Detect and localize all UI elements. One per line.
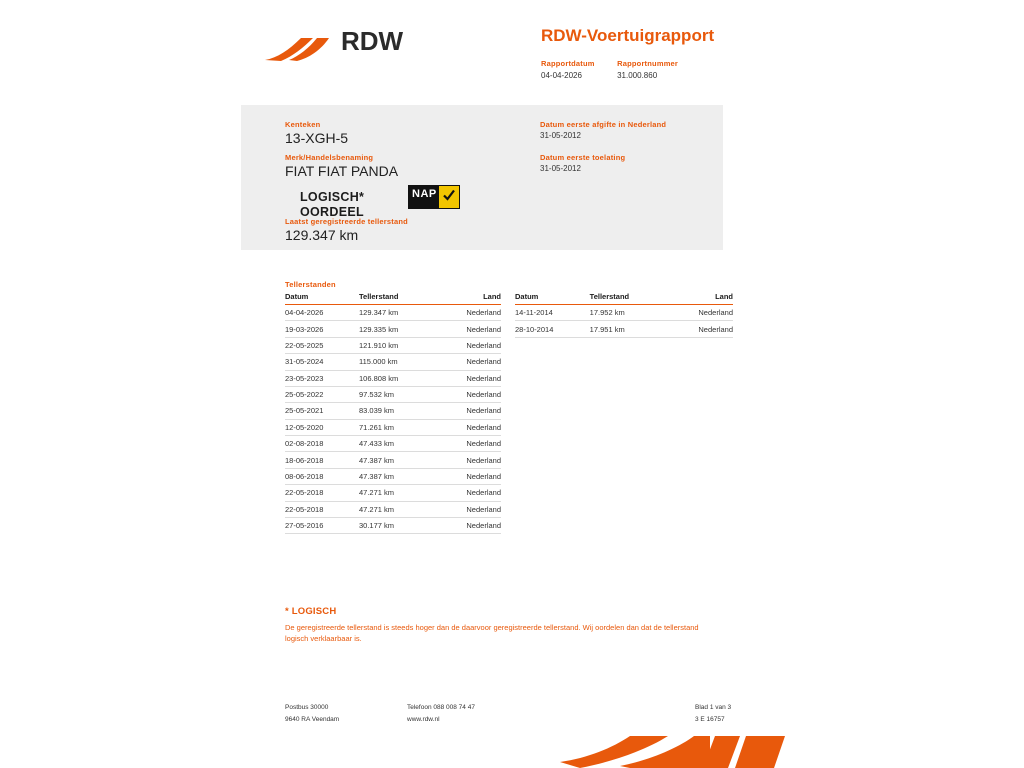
cell-tellerstand: 47.271 km xyxy=(359,501,439,517)
table-row xyxy=(515,305,733,321)
cell-land: Nederland xyxy=(439,370,501,386)
meta-rapportnummer-value: 31.000.860 xyxy=(617,71,658,80)
tellerstanden-table-right xyxy=(515,292,733,338)
rdw-logo xyxy=(263,22,433,72)
table-row xyxy=(285,452,501,468)
kenteken-label: Kenteken xyxy=(285,120,321,129)
nap-badge xyxy=(408,185,460,209)
column-header-tellerstand: Tellerstand xyxy=(590,292,671,305)
table-row xyxy=(285,501,501,517)
document-footer xyxy=(285,700,733,730)
table-row xyxy=(285,354,501,370)
cell-tellerstand: 47.387 km xyxy=(359,452,439,468)
meta-rapportdatum-label: Rapportdatum xyxy=(541,59,595,68)
cell-land: Nederland xyxy=(439,517,501,533)
table-row xyxy=(285,468,501,484)
table-row xyxy=(285,419,501,435)
nap-check-area xyxy=(439,186,459,208)
cell-land: Nederland xyxy=(439,501,501,517)
cell-tellerstand: 47.387 km xyxy=(359,468,439,484)
table-row xyxy=(285,337,501,353)
table-header-row xyxy=(515,292,733,305)
cell-land: Nederland xyxy=(439,337,501,353)
cell-tellerstand: 17.952 km xyxy=(590,305,671,321)
cell-land: Nederland xyxy=(439,386,501,402)
cell-datum: 25-05-2022 xyxy=(285,386,359,402)
cell-tellerstand: 129.347 km xyxy=(359,305,439,321)
footer-doc-code: 3 E 16757 xyxy=(695,716,725,723)
cell-datum: 08-06-2018 xyxy=(285,468,359,484)
cell-land: Nederland xyxy=(439,419,501,435)
toelating-value: 31-05-2012 xyxy=(540,164,581,173)
cell-land: Nederland xyxy=(670,305,733,321)
cell-tellerstand: 47.433 km xyxy=(359,436,439,452)
cell-land: Nederland xyxy=(439,436,501,452)
rdw-logo-icon xyxy=(263,34,333,64)
meta-rapportdatum-value: 04-04-2026 xyxy=(541,71,582,80)
tellerstanden-left-body xyxy=(285,305,501,534)
report-title: RDW-Voertuigrapport xyxy=(541,26,715,45)
document-header xyxy=(241,14,983,94)
cell-land: Nederland xyxy=(439,485,501,501)
afgifte-value: 31-05-2012 xyxy=(540,131,581,140)
brand-title: RDW xyxy=(341,26,404,56)
table-row xyxy=(285,403,501,419)
cell-datum: 27-05-2016 xyxy=(285,517,359,533)
cell-land: Nederland xyxy=(670,321,733,337)
cell-tellerstand: 97.532 km xyxy=(359,386,439,402)
vehicle-summary-panel xyxy=(241,105,723,250)
tellerstand-value: 129.347 km xyxy=(285,227,359,243)
cell-land: Nederland xyxy=(439,468,501,484)
cell-tellerstand: 115.000 km xyxy=(359,354,439,370)
cell-land: Nederland xyxy=(439,305,501,321)
cell-tellerstand: 47.271 km xyxy=(359,485,439,501)
meta-rapportnummer-label: Rapportnummer xyxy=(617,59,679,68)
footer-address-line1: Postbus 30000 xyxy=(285,704,329,711)
footer-address-line2: 9640 RA Veendam xyxy=(285,716,340,723)
table-row xyxy=(285,386,501,402)
cell-datum: 14-11-2014 xyxy=(515,305,590,321)
check-icon xyxy=(442,188,456,202)
cell-tellerstand: 106.808 km xyxy=(359,370,439,386)
cell-land: Nederland xyxy=(439,321,501,337)
table-header-row xyxy=(285,292,501,305)
merk-label: Merk/Handelsbenaming xyxy=(285,153,374,162)
cell-datum: 12-05-2020 xyxy=(285,419,359,435)
cell-tellerstand: 129.335 km xyxy=(359,321,439,337)
column-header-tellerstand: Tellerstand xyxy=(359,292,439,305)
tellerstand-label: Laatst geregistreerde tellerstand xyxy=(285,217,408,226)
cell-land: Nederland xyxy=(439,354,501,370)
toelating-label: Datum eerste toelating xyxy=(540,153,626,162)
cell-datum: 04-04-2026 xyxy=(285,305,359,321)
cell-land: Nederland xyxy=(439,403,501,419)
nap-label: NAP xyxy=(412,188,437,200)
column-header-land: Land xyxy=(670,292,733,305)
table-row xyxy=(285,370,501,386)
table-row xyxy=(285,321,501,337)
cell-tellerstand: 30.177 km xyxy=(359,517,439,533)
cell-datum: 23-05-2023 xyxy=(285,370,359,386)
cell-datum: 31-05-2024 xyxy=(285,354,359,370)
cell-datum: 25-05-2021 xyxy=(285,403,359,419)
cell-datum: 22-05-2025 xyxy=(285,337,359,353)
cell-datum: 22-05-2018 xyxy=(285,485,359,501)
column-header-datum: Datum xyxy=(515,292,590,305)
tellerstanden-table-left xyxy=(285,292,501,534)
cell-tellerstand: 17.951 km xyxy=(590,321,671,337)
merk-value: FIAT FIAT PANDA xyxy=(285,163,399,179)
verdict-line-1: LOGISCH* xyxy=(300,190,365,204)
cell-datum: 28-10-2014 xyxy=(515,321,590,337)
cell-tellerstand: 121.910 km xyxy=(359,337,439,353)
kenteken-value: 13-XGH-5 xyxy=(285,130,349,146)
tellerstanden-right-body xyxy=(515,305,733,338)
cell-datum: 22-05-2018 xyxy=(285,501,359,517)
cell-land: Nederland xyxy=(439,452,501,468)
table-row xyxy=(285,436,501,452)
meta-rapportnummer xyxy=(617,59,678,80)
cell-datum: 18-06-2018 xyxy=(285,452,359,468)
cell-datum: 02-08-2018 xyxy=(285,436,359,452)
afgifte-label: Datum eerste afgifte in Nederland xyxy=(540,120,667,129)
meta-rapportdatum xyxy=(541,59,595,80)
verdict-text xyxy=(300,190,364,220)
cell-tellerstand: 71.261 km xyxy=(359,419,439,435)
table-row xyxy=(285,305,501,321)
table-row xyxy=(285,485,501,501)
footnote-title: * LOGISCH xyxy=(285,606,337,617)
table-row xyxy=(285,517,501,533)
footer-website[interactable]: www.rdw.nl xyxy=(407,716,440,723)
verdict-line-2: OORDEEL xyxy=(300,205,364,219)
column-header-datum: Datum xyxy=(285,292,359,305)
footer-phone: Telefoon 088 008 74 47 xyxy=(407,704,475,711)
footer-decorative-graphic xyxy=(560,736,790,768)
cell-datum: 19-03-2026 xyxy=(285,321,359,337)
tellerstanden-title: Tellerstanden xyxy=(285,280,336,289)
footer-page-number: Blad 1 van 3 xyxy=(695,704,732,711)
table-row xyxy=(515,321,733,337)
report-meta xyxy=(541,59,941,80)
column-header-land: Land xyxy=(439,292,501,305)
footnote-body: De geregistreerde tellerstand is steeds hoger dan de daarvoor geregistreerde tellerstand. Wij oordelen dan dat de tellerstand logisch verklaarbaar is. xyxy=(285,623,699,643)
cell-tellerstand: 83.039 km xyxy=(359,403,439,419)
